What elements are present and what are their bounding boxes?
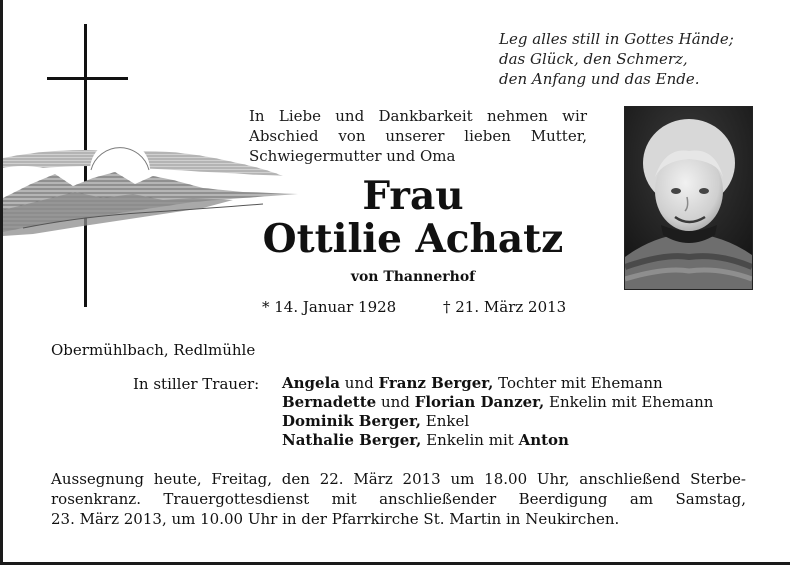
mourner-name: Anton [518, 431, 569, 449]
mourner-row [282, 374, 713, 393]
service-notice [51, 469, 746, 529]
notice-line-3: 23. März 2013, um 10.00 Uhr in der Pfarrkirche St. Martin in Neukirchen. [51, 510, 620, 528]
motto-line-1: Leg alles still in Gottes Hände; [499, 30, 734, 48]
mourner-name: Dominik Berger, [282, 412, 421, 430]
birth-date: * 14. Januar 1928 [262, 298, 397, 316]
death-date: † 21. März 2013 [443, 298, 567, 316]
conjunction: und [344, 374, 374, 392]
motto-verse [499, 29, 789, 89]
residence-place: Obermühlbach, Redlmühle [51, 341, 256, 359]
mourner-name: Florian Danzer, [414, 393, 545, 411]
mourner-row [282, 393, 713, 412]
intro-text [249, 106, 587, 166]
notice-line-2: rosenkranz. Trauergottesdienst mit anschließender Beerdigung am Samstag, [51, 490, 746, 508]
origin-line: von Thannerhof [350, 269, 476, 285]
mourner-name: Nathalie Berger, [282, 431, 422, 449]
mourner-relation: Enkelin mit [426, 431, 514, 449]
mourner-relation: Tochter mit Ehemann [498, 374, 663, 392]
mourner-name: Bernadette [282, 393, 377, 411]
mourner-relation: Enkel [425, 412, 470, 430]
mourner-name: Angela [282, 374, 340, 392]
honorific-title: Frau [362, 173, 464, 219]
conjunction: und [380, 393, 410, 411]
intro-line-1: In Liebe und Dankbarkeit nehmen wir [249, 107, 587, 125]
mourner-row [282, 431, 713, 450]
notice-line-1: Aussegnung heute, Freitag, den 22. März 2013 um 18.00 Uhr, anschließend Sterbe- [51, 470, 746, 488]
mourner-name: Franz Berger, [378, 374, 494, 392]
mourning-label: In stiller Trauer: [133, 375, 260, 393]
motto-line-3: den Anfang und das Ende. [499, 70, 700, 88]
intro-line-2: Abschied von unserer lieben Mutter, [249, 127, 587, 145]
mourner-row [282, 412, 713, 431]
motto-line-2: das Glück, den Schmerz, [499, 50, 688, 68]
portrait-photo [624, 106, 753, 290]
deceased-name: Ottilie Achatz [262, 216, 564, 262]
mourner-relation: Enkelin mit Ehemann [549, 393, 714, 411]
mourners-list [282, 374, 713, 450]
intro-line-3: Schwiegermutter und Oma [249, 147, 456, 165]
